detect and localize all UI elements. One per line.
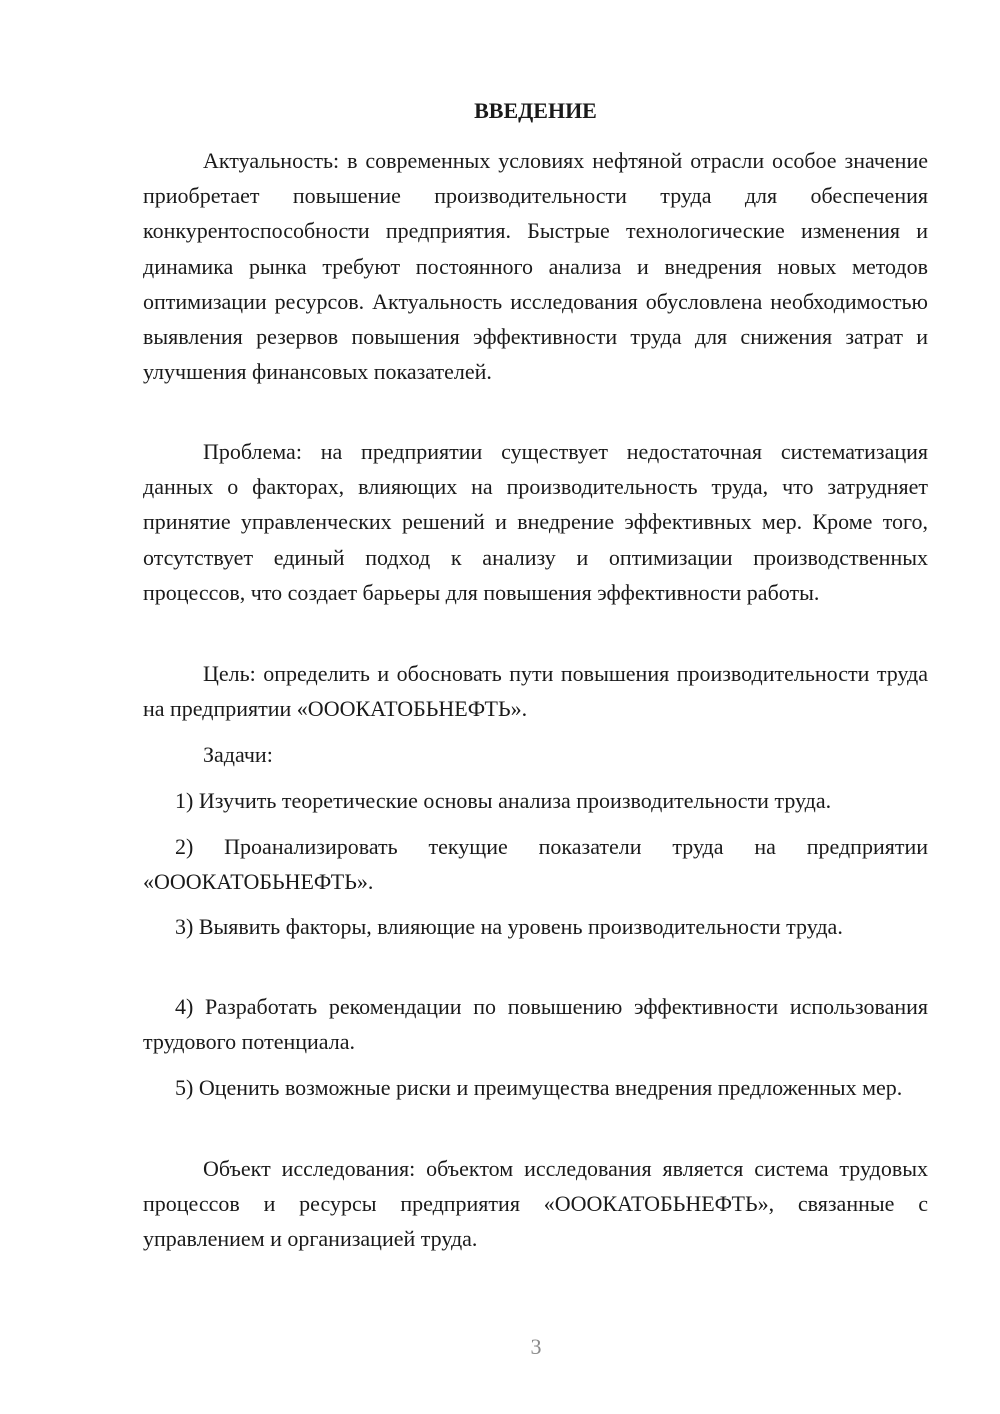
- task-item-1: 1) Изучить теоретические основы анализа производительности труда.: [175, 788, 832, 813]
- section-title: ВВЕДЕНИЕ: [474, 98, 597, 123]
- task-item-3: 3) Выявить факторы, влияющие на уровень производительности труда.: [175, 914, 843, 939]
- task-item-2: 2) Проанализировать текущие показатели труда на предприятии «ОООКАТОБЬНЕФТЬ».: [143, 834, 928, 895]
- task-item-5: 5) Оценить возможные риски и преимущества внедрения предложенных мер.: [175, 1075, 903, 1100]
- tasks-heading: Задачи:: [203, 742, 273, 767]
- problem-paragraph: Проблема: на предприятии существует недостаточная систематизация данных о факторах, влияющих на производительность труда, что затрудняет принятие управленческих решений и внедрение эффективных мер. Кроме того, отсутствует единый подход к анализу и оптимизации производственных процессов, что создает барьеры для повышения эффективности работы.: [143, 439, 928, 605]
- object-paragraph: Объект исследования: объектом исследования является система трудовых процессов и ресурсы предприятия «ОООКАТОБЬНЕФТЬ», связанные с управлением и организацией труда.: [143, 1156, 928, 1252]
- goal-paragraph: Цель: определить и обосновать пути повышения производительности труда на предприятии «ОООКАТОБЬНЕФТЬ».: [143, 661, 928, 722]
- page-number: 3: [530, 1334, 542, 1359]
- relevance-paragraph: Актуальность: в современных условиях нефтяной отрасли особое значение приобретает повышение производительности труда для обеспечения конкурентоспособности предприятия. Быстрые технологические изменения и динамика рынка требуют постоянного анализа и внедрения новых методов оптимизации ресурсов. Актуальность исследования обусловлена необходимостью выявления резервов повышения эффективности труда для снижения затрат и улучшения финансовых показателей.: [143, 148, 928, 385]
- task-item-4: 4) Разработать рекомендации по повышению эффективности использования трудового потенциала.: [143, 994, 928, 1055]
